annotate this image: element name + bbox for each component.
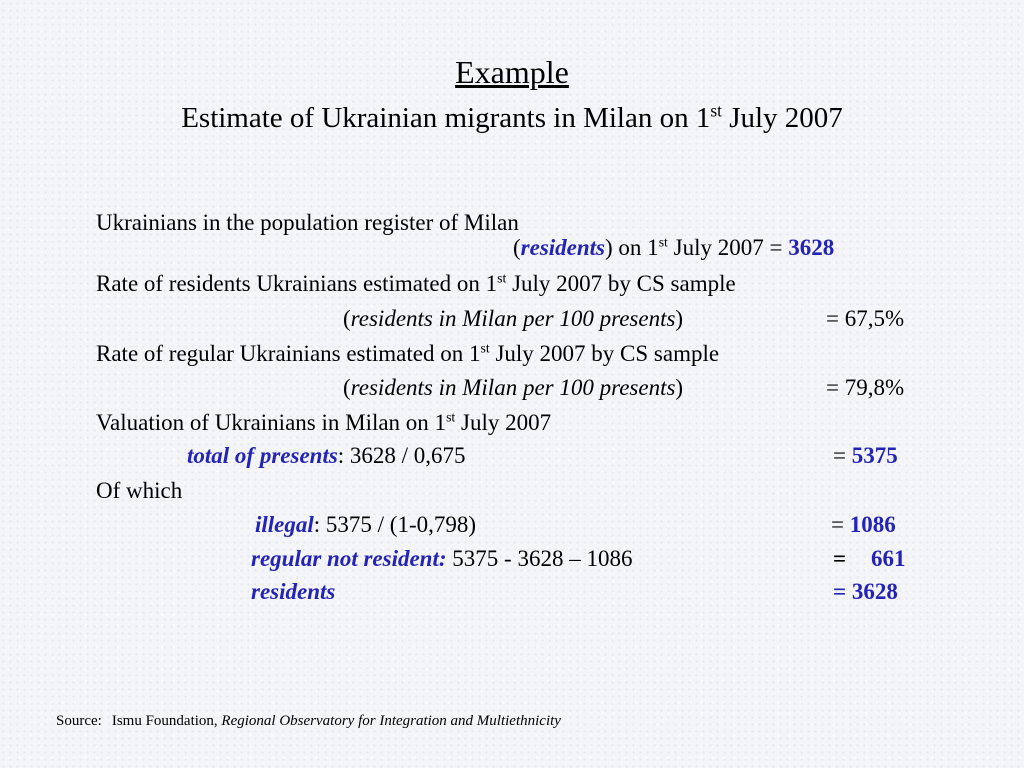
register-detail xyxy=(513,233,834,263)
ordinal-suffix: st xyxy=(480,340,490,356)
illegal-result xyxy=(831,510,896,540)
total-presents-value: 5375 xyxy=(851,443,898,468)
register-date-text: July 2007 = xyxy=(667,235,789,260)
source-note xyxy=(56,711,561,731)
residents-term: residents xyxy=(520,235,606,260)
total-presents-expression: : 3628 / 0,675 xyxy=(337,443,466,468)
illegal-formula xyxy=(255,510,476,540)
of-which-label: Of which xyxy=(96,478,183,503)
rate-residents-end: July 2007 by CS sample xyxy=(506,271,736,296)
ordinal-suffix: st xyxy=(446,409,456,425)
illegal-term: illegal xyxy=(255,512,314,537)
total-presents-result xyxy=(833,441,898,471)
rate-regular-detail-text: residents in Milan per 100 presents xyxy=(350,375,676,400)
rate-regular-label xyxy=(96,339,719,369)
paren-open: ( xyxy=(513,235,521,260)
rate-residents-text: Rate of residents Ukrainians estimated on 1 xyxy=(96,271,498,296)
regular-not-resident-value: 661 xyxy=(871,546,906,571)
rate-residents-detail-text: residents in Milan per 100 presents xyxy=(350,306,676,331)
source-observatory: Regional Observatory for Integration and Multiethnicity xyxy=(221,713,561,729)
valuation-text: Valuation of Ukrainians in Milan on 1 xyxy=(96,410,447,435)
subtitle-text: Estimate of Ukrainian migrants in Milan on 1 xyxy=(181,102,711,134)
ordinal-suffix: st xyxy=(658,234,668,250)
valuation-end: July 2007 xyxy=(455,410,552,435)
residents-value: = 3628 xyxy=(833,579,898,604)
subtitle-ordinal-suffix: st xyxy=(710,100,722,121)
rate-residents-value: = 67,5% xyxy=(826,306,905,331)
source-organization: Ismu Foundation, xyxy=(111,713,222,729)
regular-not-resident-term: regular not resident: xyxy=(251,546,447,571)
residents-label: residents xyxy=(251,579,336,604)
illegal-expression: : 5375 / (1-0,798) xyxy=(313,512,477,537)
register-on-text: ) on 1 xyxy=(605,235,659,260)
slide-subtitle xyxy=(0,100,1024,136)
source-label: Source: xyxy=(56,713,102,729)
equals-sign: = xyxy=(831,512,850,537)
total-presents-term: total of presents xyxy=(187,443,338,468)
ordinal-suffix: st xyxy=(497,270,507,286)
register-value: 3628 xyxy=(788,235,835,260)
register-label: Ukrainians in the population register of Milan xyxy=(96,210,519,235)
rate-residents-detail: (residents in Milan per 100 presents) xyxy=(343,306,684,331)
rate-regular-text: Rate of regular Ukrainians estimated on 1 xyxy=(96,341,481,366)
total-presents-formula xyxy=(187,441,466,471)
rate-regular-detail: (residents in Milan per 100 presents) xyxy=(343,375,684,400)
rate-residents-label xyxy=(96,269,736,299)
regular-not-resident-eq: = xyxy=(833,546,847,571)
illegal-value: 1086 xyxy=(849,512,896,537)
subtitle-date: July 2007 xyxy=(721,102,843,134)
rate-regular-end: July 2007 by CS sample xyxy=(489,341,720,366)
equals-sign: = xyxy=(833,443,852,468)
regular-not-resident-formula xyxy=(251,544,632,574)
rate-regular-value: = 79,8% xyxy=(826,375,905,400)
valuation-label xyxy=(96,408,551,438)
regular-not-resident-expression: 5375 - 3628 – 1086 xyxy=(446,546,633,571)
slide-title: Example xyxy=(455,54,569,90)
